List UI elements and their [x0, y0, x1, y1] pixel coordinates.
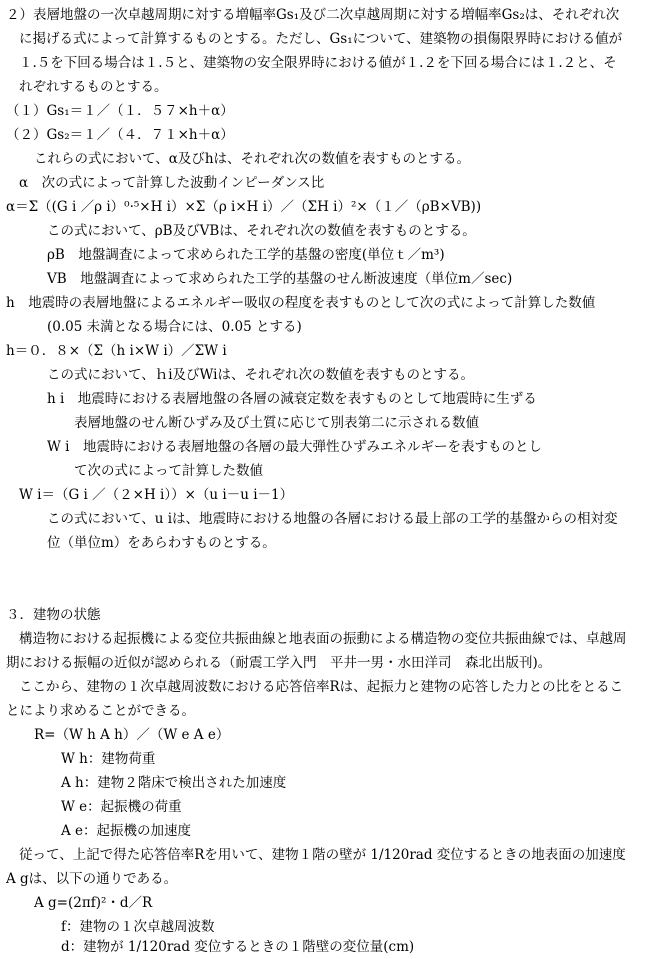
formula-line: W i＝（G i ／（２×H i））×（u i－u i－1） — [19, 487, 294, 503]
definition-line: W i 地震時における表層地盤の各層の最大弾性ひずみエネルギーを表すものとし — [47, 439, 542, 455]
text-line: 従って、上記で得た応答倍率Rを用いて、建物１階の壁が 1/120rad 変位するときの地表面の加速度 — [19, 847, 626, 863]
formula-line: （１）Gs₁＝１／（１．５７×h＋α） — [6, 103, 234, 119]
definition-line: h i 地震時における表層地盤の各層の減衰定数を表すものとして地震時に生ずる — [47, 391, 537, 407]
text-line: この式において、u iは、地震時における地盤の各層における最上部の工学的基盤からの相対変 — [47, 511, 618, 527]
text-line: α 次の式によって計算した波動インピーダンス比 — [19, 175, 325, 191]
formula-line: （２）Gs₂＝１／（４．７１×h＋α） — [6, 127, 234, 143]
section-heading: ３．建物の状態 — [6, 607, 101, 623]
formula-line: α＝Σ（(G i ／ρ i）⁰·⁵×H i）×Σ（ρ i×H i）／（ΣH i）²×（１／（ρB×VB)) — [6, 199, 482, 215]
definition-line: h 地震時の表層地盤によるエネルギー吸収の程度を表すものとして次の式によって計算した数値 — [6, 295, 596, 311]
definition-line: A h：建物２階床で検出された加速度 — [61, 775, 287, 791]
text-line: この式において、ｈi及びWiは、それぞれ次の数値を表すものとする。 — [47, 367, 475, 383]
text-line: 構造物における起振機による変位共振曲線と地表面の振動による構造物の変位共振曲線では、卓越周 — [19, 631, 627, 647]
text-line: とにより求めることができる。 — [6, 703, 195, 719]
text-line: 表層地盤のせん断ひずみ及び土質に応じて別表第二に示される数値 — [74, 415, 479, 431]
definition-line: f：建物の１次卓越周波数 — [61, 919, 215, 935]
formula-line: h＝０．８×（Σ（h i×W i）／ΣW i — [6, 343, 227, 359]
definition-line: ρB 地盤調査によって求められた工学的基盤の密度(単位ｔ／m³) — [47, 247, 445, 263]
text-line: 位（単位m）をあらわすものとする。 — [47, 535, 276, 551]
formula-line: R=（W h A h）／（W e A e） — [34, 727, 230, 743]
text-line: に掲げる式によって計算するものとする。ただし、Gs₁について、建築物の損傷限界時における値が — [19, 31, 623, 47]
text-line: ２）表層地盤の一次卓越周期に対する増幅率Gs₁及び二次卓越周期に対する増幅率Gs₂は、それぞれ次 — [6, 7, 620, 23]
text-line: (0.05 未満となる場合には、0.05 とする) — [47, 319, 302, 335]
formula-line: A g=(2πf)²・d／R — [34, 895, 153, 911]
definition-line: W e：起振機の荷重 — [61, 799, 182, 815]
text-line: て次の式によって計算した数値 — [74, 463, 263, 479]
text-line: これらの式において、α及びhは、それぞれ次の数値を表すものとする。 — [34, 151, 471, 167]
definition-line: d：建物が 1/120rad 変位するときの１階壁の変位量(cm) — [61, 939, 415, 955]
text-line: １.５を下回る場合は１.５と、建築物の安全限界時における値が１.２を下回る場合には１.２と、そ — [19, 55, 617, 71]
definition-line: A e：起振機の加速度 — [61, 823, 192, 839]
definition-line: W h：建物荷重 — [61, 751, 156, 767]
definition-line: VB 地盤調査によって求められた工学的基盤のせん断波速度（単位m／sec) — [47, 271, 513, 287]
text-line: 期における振幅の近似が認められる（耐震工学入門 平井一男・水田洋司 森北出版刊)。 — [6, 655, 552, 671]
text-line: れぞれするものとする。 — [19, 79, 168, 95]
text-line: A gは、以下の通りである。 — [6, 871, 178, 887]
text-line: この式において、ρB及びVBは、それぞれ次の数値を表すものとする。 — [47, 223, 476, 239]
text-line: ここから、建物の１次卓越周波数における応答倍率Rは、起振力と建物の応答した力との比をとるこ — [19, 679, 624, 695]
